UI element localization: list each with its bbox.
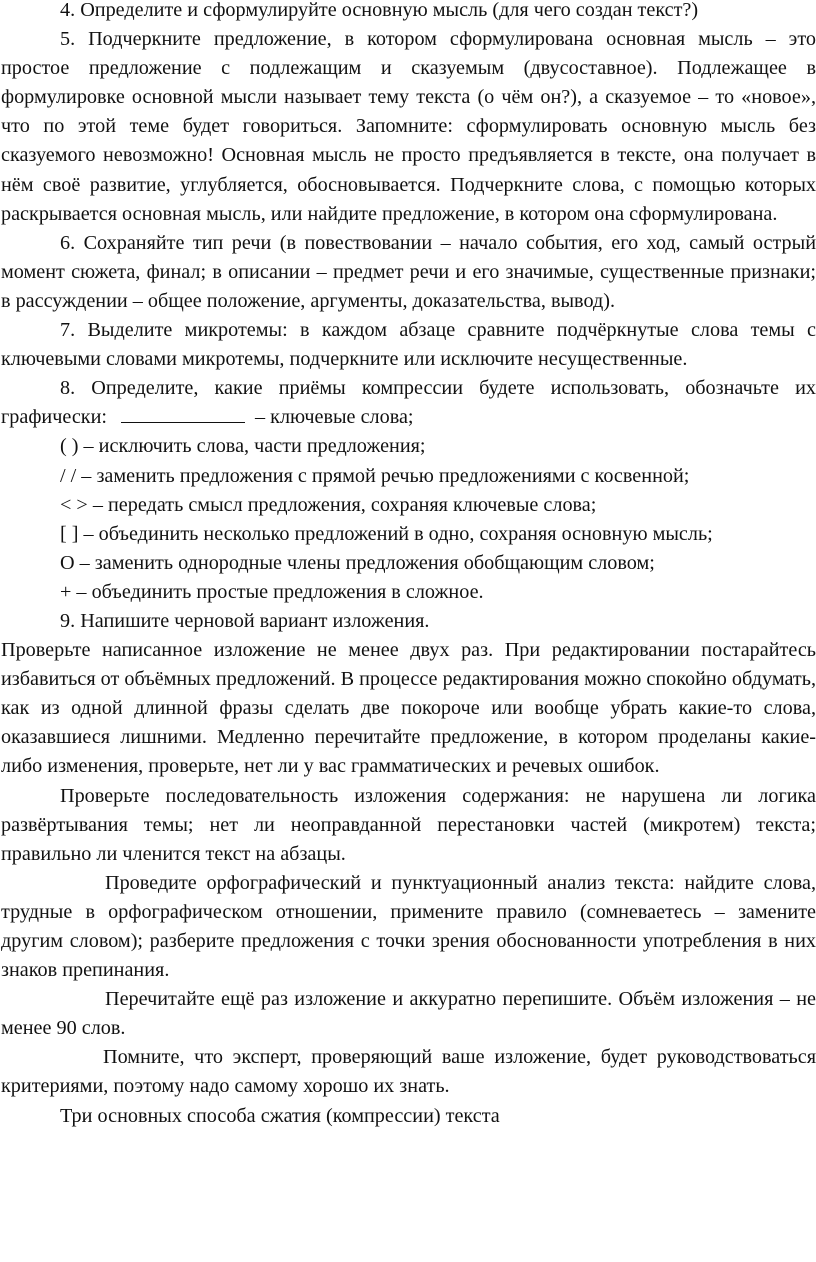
legend-item-brackets: ( ) – исключить слова, части предложения; [60, 435, 426, 458]
item-8-tail: – ключевые слова; [255, 406, 414, 429]
item-7-paragraph: 7. Выделите микротемы: в каждом абзаце сравните подчёркнутые слова темы с ключевыми словами микротемы, подчеркните или исключите несущественные. [1, 319, 816, 371]
reread-paragraph: Перечитайте ещё раз изложение и аккуратно перепишите. Объём изложения – не менее 90 слов. [1, 988, 816, 1040]
expert-paragraph: Помните, что эксперт, проверяющий ваше изложение, будет руководствоваться критериями, поэтому надо самому хорошо их знать. [1, 1046, 816, 1098]
item-4-paragraph: 4. Определите и сформулируйте основную мысль (для чего создан текст?) [60, 0, 699, 21]
legend-item-angle-brackets: < > – передать смысл предложения, сохраняя ключевые слова; [60, 493, 597, 516]
compression-methods-heading: Три основных способа сжатия (компрессии) текста [60, 1104, 500, 1127]
legend-item-circle: О – заменить однородные члены предложения обобщающим словом; [60, 551, 655, 574]
legend-item-plus: + – объединить простые предложения в сложное. [60, 580, 484, 603]
sequence-paragraph: Проверьте последовательность изложения содержания: не нарушена ли логика развёртывания темы; нет ли неоправданной перестановки частей (микротем) текста; правильно ли членится текст на абзацы. [1, 784, 816, 865]
item-8-paragraph [1, 374, 816, 432]
check-paragraph: Проверьте написанное изложение не менее двух раз. При редактировании постарайтесь избавиться от объёмных предложений. В процессе редактирования можно спокойно обдумать, как из одной длинной фразы сделать две покороче или вообще убрать какие-то слова, оказавшиеся лишними. Медленно перечитайте предложение, в котором проделаны какие-либо изменения, проверьте, нет ли у вас грамматических и речевых ошибок. [1, 639, 816, 778]
spelling-paragraph: Проведите орфографический и пунктуационный анализ текста: найдите слова, трудные в орфографическом отношении, примените правило (сомневаетесь – замените другим словом); разберите предложения с точки зрения обоснованности употребления в них знаков препинания. [1, 871, 816, 982]
item-6-paragraph: 6. Сохраняйте тип речи (в повествовании – начало события, его ход, самый острый момент сюжета, финал; в описании – предмет речи и его значимые, существенные признаки; в рассуждении – общее положение, аргументы, доказательства, вывод). [1, 231, 816, 312]
legend-item-slashes: / / – заменить предложения с прямой речью предложениями с косвенной; [60, 464, 690, 487]
legend-item-square-brackets: [ ] – объединить несколько предложений в одно, сохраняя основную мысль; [60, 522, 713, 545]
item-5-paragraph: 5. Подчеркните предложение, в котором сформулирована основная мысль – это простое предложение с подлежащим и сказуемым (двусоставное). Подлежащее в формулировке основной мысли называет тему текста (о чём он?), а сказуемое – то «новое», что по этой теме будет говориться. Запомните: сформулировать основную мысль без сказуемого невозможно! Основная мысль не просто предъявляется в тексте, она получает в нём своё развитие, углубляется, обосновывается. Подчеркните слова, с помощью которых раскрывается основная мысль, или найдите предложение, в котором она сформулирована. [1, 28, 816, 225]
item-8-text: 8. Определите, какие приёмы компрессии будете использовать, обозначьте их графически: [1, 377, 816, 429]
underline-blank [121, 404, 245, 423]
item-9-paragraph: 9. Напишите черновой вариант изложения. [60, 609, 430, 632]
